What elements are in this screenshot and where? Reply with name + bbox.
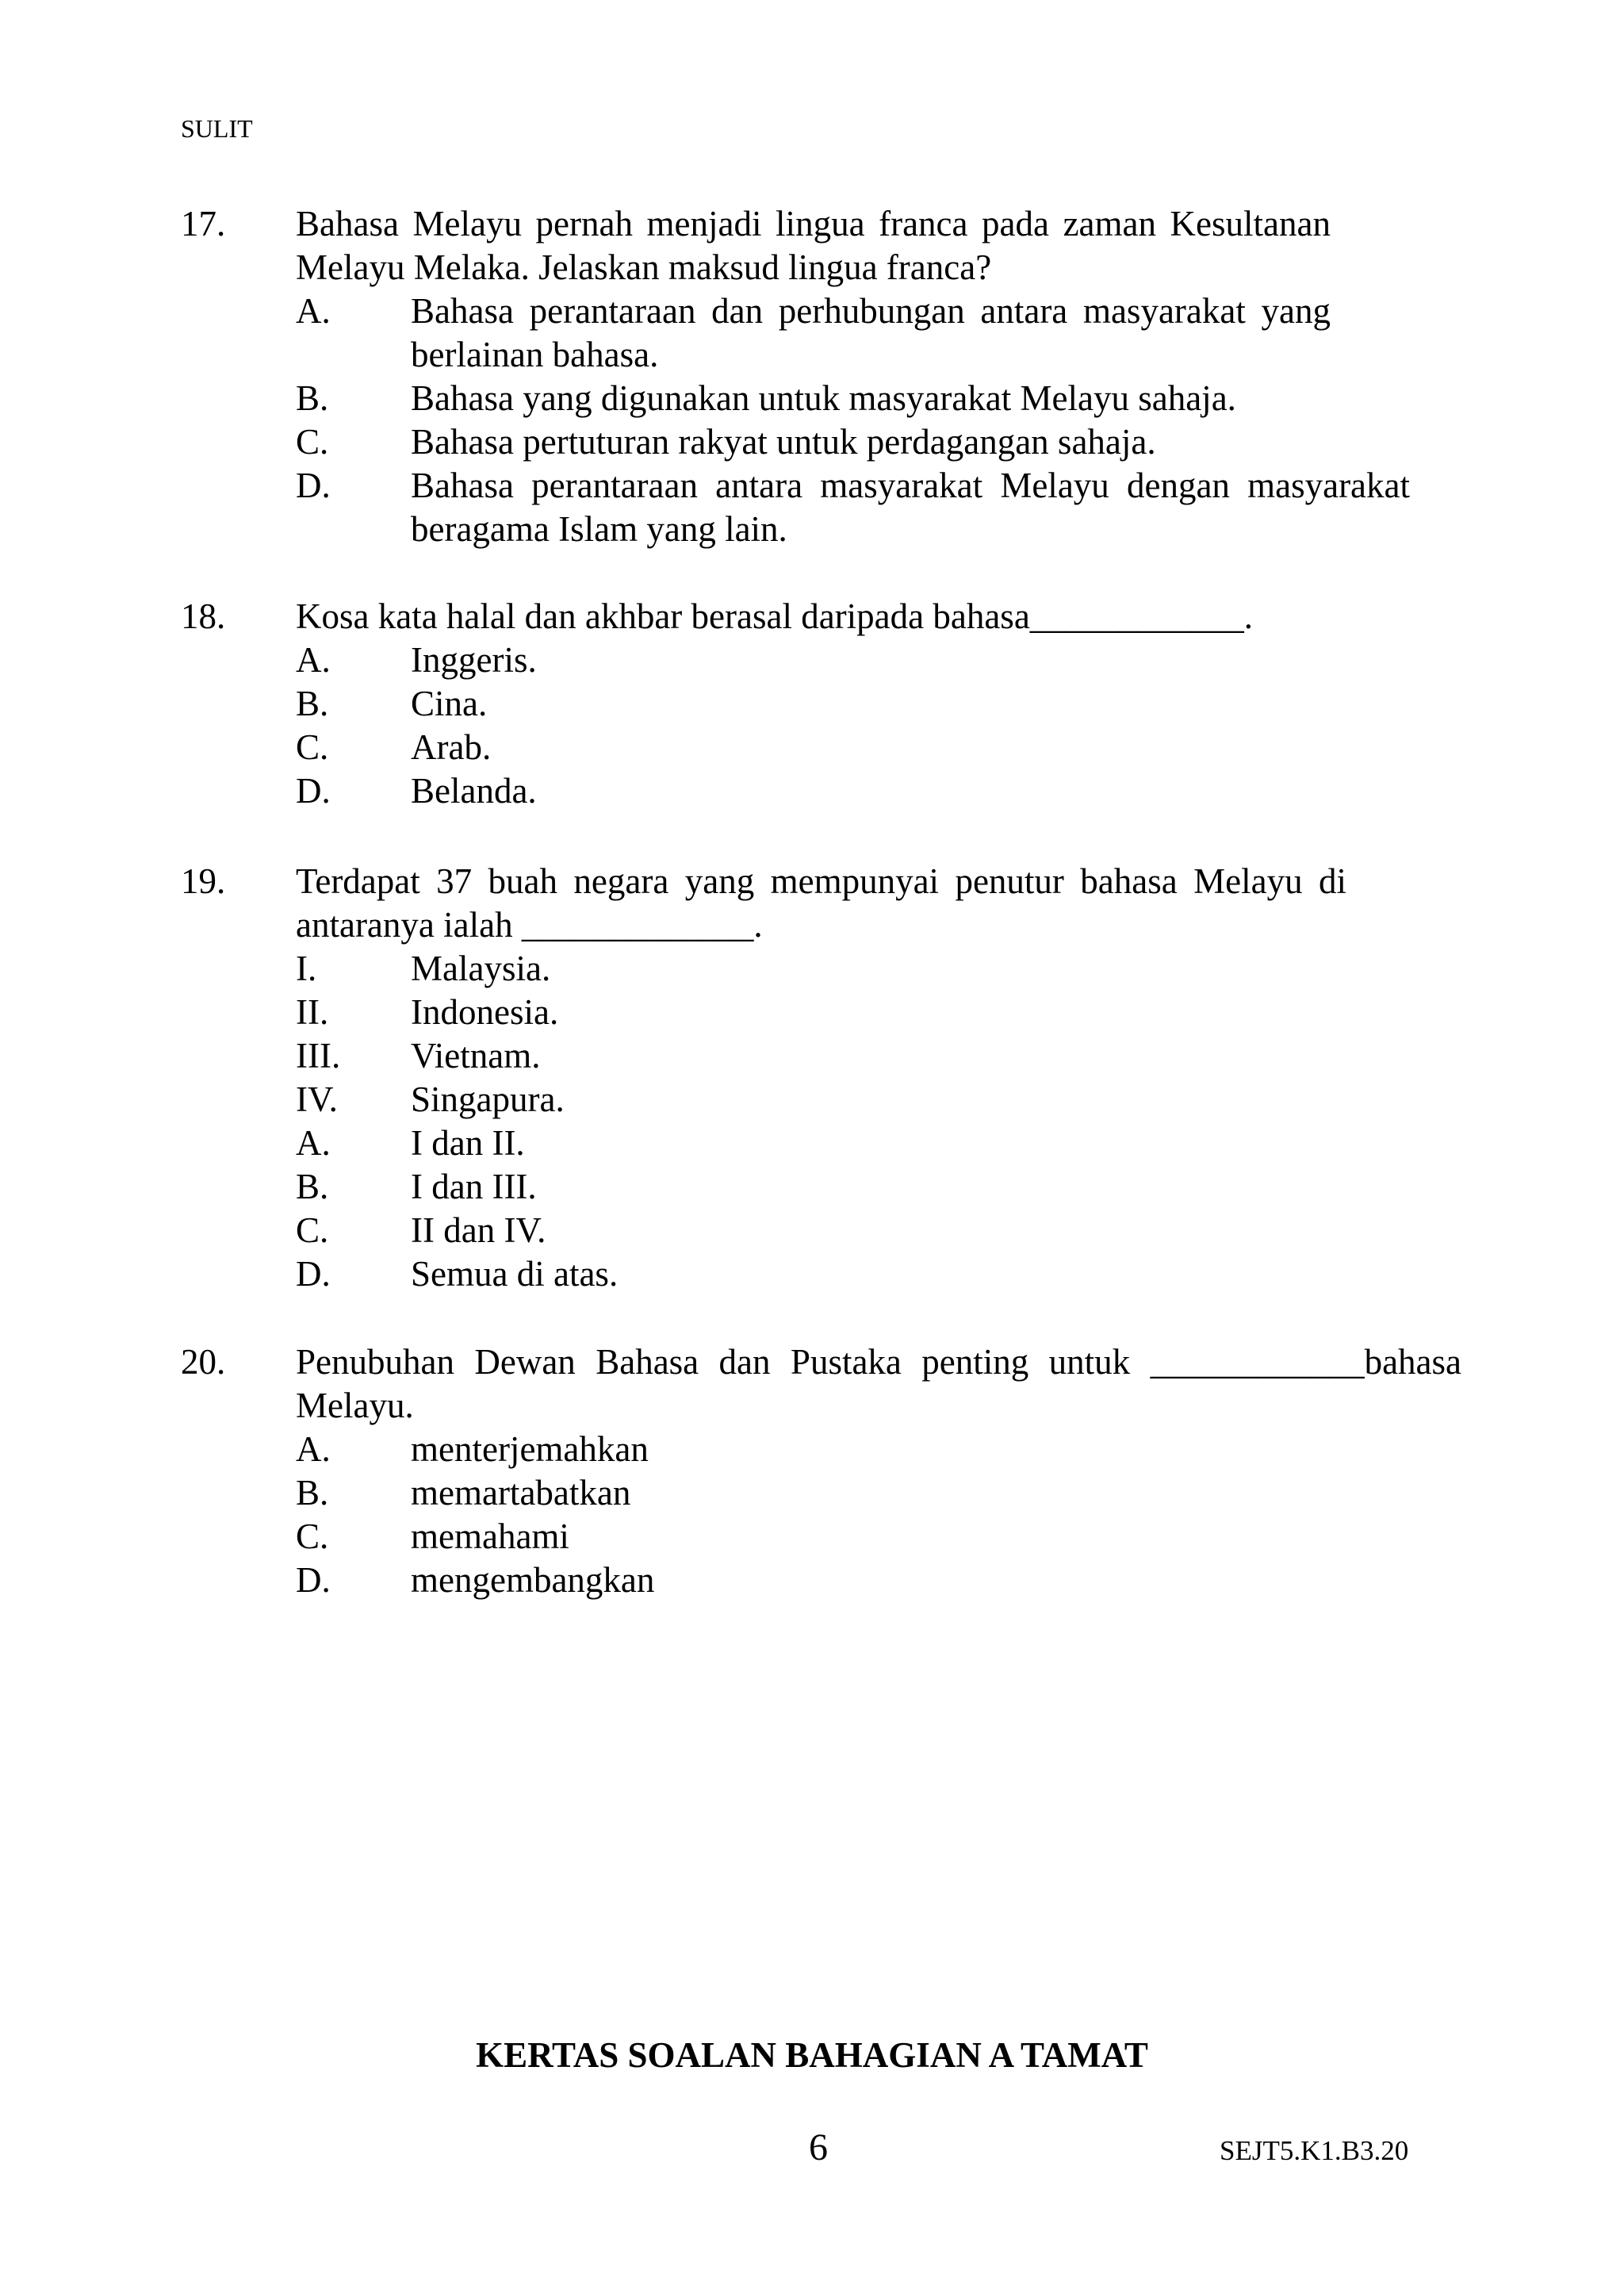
question-stem-line: Penubuhan Dewan Bahasa dan Pustaka penting untuk ____________bahasa (296, 1342, 1461, 1382)
question-stem-line: Bahasa Melayu pernah menjadi lingua franca pada zaman Kesultanan (296, 204, 1331, 243)
option-text-line: memartabatkan (411, 1473, 631, 1513)
option-label: D. (296, 1254, 331, 1294)
option-text-line: berlainan bahasa. (411, 335, 659, 374)
option-a (296, 1428, 1461, 1471)
question-20 (181, 1340, 1461, 1602)
question-number: 19. (181, 861, 226, 901)
option-text-line: Bahasa perantaraan antara masyarakat Melayu dengan masyarakat (411, 466, 1410, 505)
question-stem-line: Terdapat 37 buah negara yang mempunyai penutur bahasa Melayu di (296, 861, 1346, 901)
option-iv (296, 1078, 1346, 1122)
section-end-title: KERTAS SOALAN BAHAGIAN A TAMAT (476, 2035, 1148, 2075)
option-a (296, 1122, 1346, 1165)
option-label: C. (296, 727, 329, 767)
option-a (296, 290, 1331, 377)
option-label: D. (296, 466, 331, 505)
option-text-line: Indonesia. (411, 992, 559, 1032)
option-b (296, 1165, 1346, 1209)
option-i (296, 947, 1346, 991)
question-17-option-d-block (181, 464, 1410, 551)
option-label: B. (296, 1167, 329, 1206)
option-label: C. (296, 1210, 329, 1250)
option-label: I. (296, 949, 317, 988)
option-label: C. (296, 422, 329, 462)
option-text-line: Inggeris. (411, 640, 537, 680)
option-text-line: beragama Islam yang lain. (411, 509, 787, 549)
option-b (296, 682, 1489, 726)
option-d (296, 1559, 1461, 1602)
option-b (296, 377, 1331, 420)
option-label: IV. (296, 1079, 338, 1119)
header-label: SULIT (181, 114, 253, 143)
option-label: A. (296, 1429, 331, 1469)
option-ii (296, 991, 1346, 1034)
option-text-line: II dan IV. (411, 1210, 546, 1250)
option-c (296, 1209, 1346, 1252)
option-c (296, 1515, 1461, 1559)
option-iii (296, 1034, 1346, 1078)
option-b (296, 1471, 1461, 1515)
question-stem-line: Kosa kata halal dan akhbar berasal daripada bahasa____________. (296, 596, 1254, 636)
option-text-line: Cina. (411, 684, 488, 723)
option-text-line: I dan II. (411, 1123, 525, 1163)
option-text-line: Bahasa pertuturan rakyat untuk perdagangan sahaja. (411, 422, 1156, 462)
option-d (296, 1252, 1346, 1296)
option-text-line: menterjemahkan (411, 1429, 649, 1469)
option-text-line: Bahasa yang digunakan untuk masyarakat Melayu sahaja. (411, 378, 1236, 418)
option-text-line: Malaysia. (411, 949, 551, 988)
page-number: 6 (809, 2126, 828, 2168)
question-stem-line: Melayu Melaka. Jelaskan maksud lingua franca? (296, 247, 992, 287)
option-label: A. (296, 640, 331, 680)
option-text-line: Semua di atas. (411, 1254, 619, 1294)
option-text-line: Vietnam. (411, 1036, 541, 1076)
option-a (296, 638, 1489, 682)
option-label: D. (296, 771, 331, 811)
question-19 (181, 860, 1346, 1296)
option-label: A. (296, 1123, 331, 1163)
question-number: 20. (181, 1342, 226, 1382)
question-number: 18. (181, 596, 226, 636)
question-number: 17. (181, 204, 226, 243)
option-label: D. (296, 1560, 331, 1600)
option-label: A. (296, 291, 331, 331)
question-17 (181, 202, 1331, 464)
option-label: B. (296, 1473, 329, 1513)
option-label: B. (296, 378, 329, 418)
option-text-line: Belanda. (411, 771, 537, 811)
option-text-line: Bahasa perantaraan dan perhubungan antara masyarakat yang (411, 291, 1331, 331)
option-text-line: memahami (411, 1517, 569, 1556)
option-label: III. (296, 1036, 341, 1076)
option-c (296, 726, 1489, 769)
question-stem-line: antaranya ialah _____________. (296, 905, 763, 945)
option-text-line: mengembangkan (411, 1560, 655, 1600)
question-18 (181, 595, 1489, 813)
option-label: B. (296, 684, 329, 723)
option-label: II. (296, 992, 329, 1032)
option-label: C. (296, 1517, 329, 1556)
option-c (296, 420, 1331, 464)
option-d (296, 769, 1489, 813)
paper-code: SEJT5.K1.B3.20 (1220, 2135, 1409, 2166)
option-d (296, 464, 1410, 551)
option-text-line: Arab. (411, 727, 492, 767)
question-stem-line: Melayu. (296, 1386, 414, 1425)
option-text-line: I dan III. (411, 1167, 537, 1206)
option-text-line: Singapura. (411, 1079, 565, 1119)
